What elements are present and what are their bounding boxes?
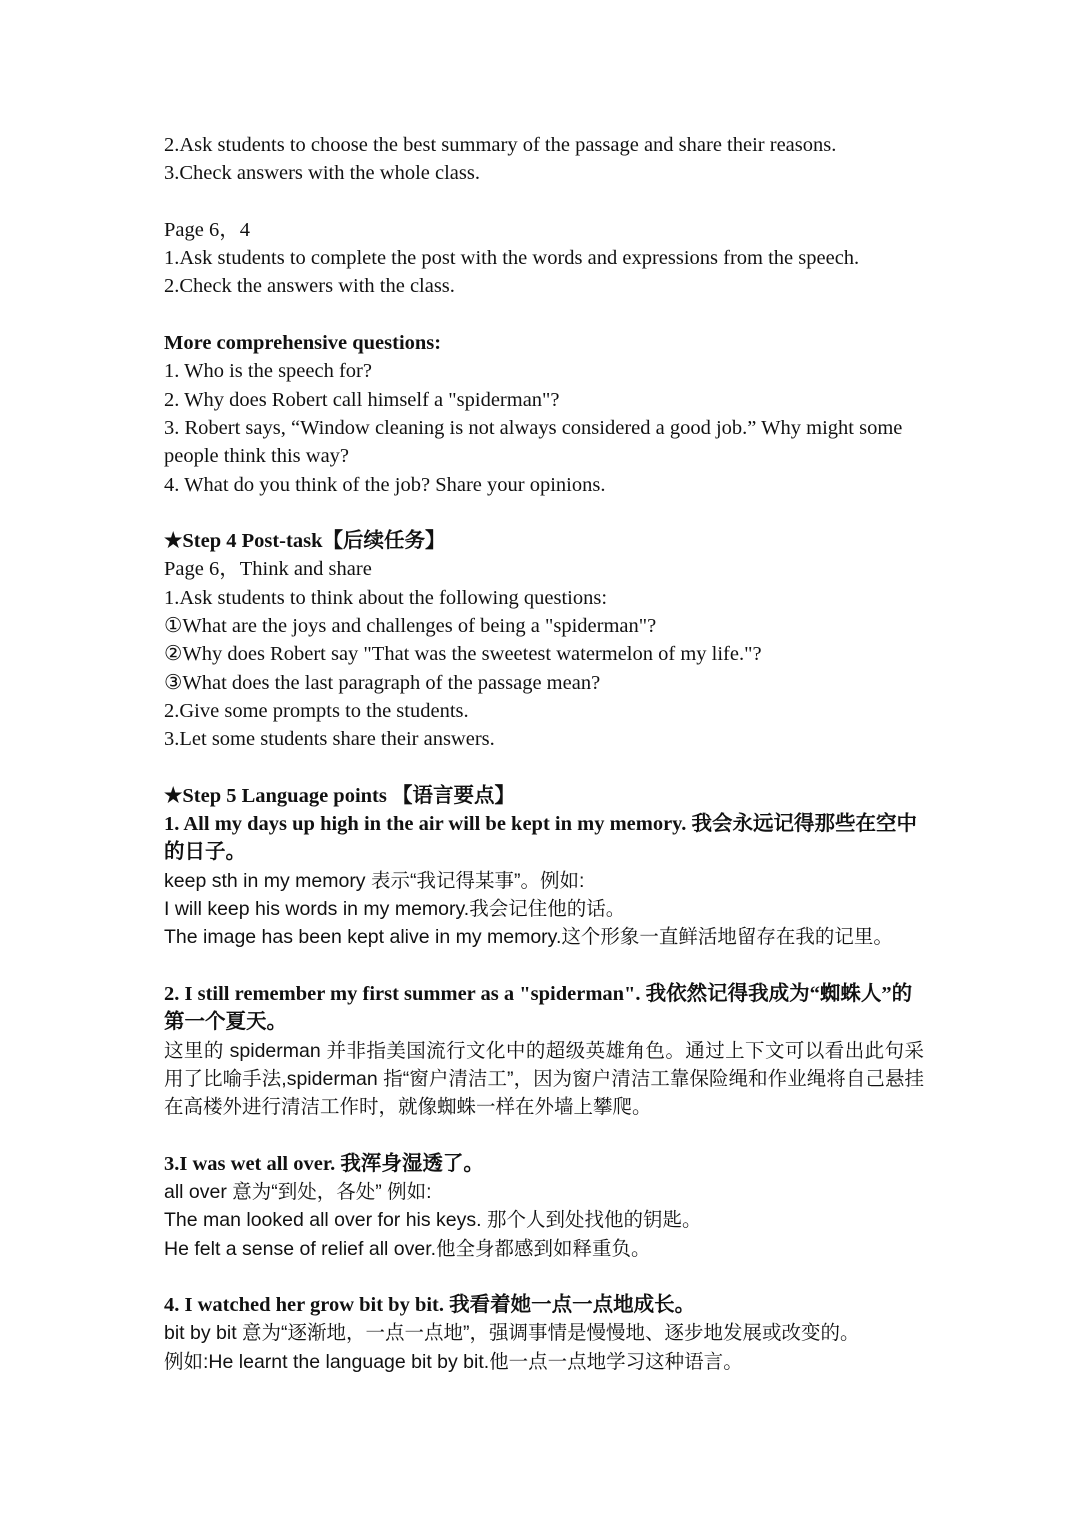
step-heading: ★Step 4 Post-task【后续任务】 [164, 530, 446, 553]
explanation-line: bit by bit 意为“逐渐地，一点一点地”，强调事情是慢慢地、逐步地发展或改变的。 [164, 1322, 860, 1345]
paragraph-gap [164, 1263, 924, 1291]
question-item: 2. Why does Robert call himself a "spiderman"? [164, 388, 560, 411]
paragraph-gap [164, 188, 924, 216]
text-line: 3.Check answers with the whole class. [164, 162, 480, 185]
example-line: The man looked all over for his keys. 那个人到处找他的钥匙。 [164, 1209, 702, 1232]
text-line: 2.Ask students to choose the best summary of the passage and share their reasons. [164, 134, 837, 156]
language-point-heading: 1. All my days up high in the air will be kept in my memory. 我会永远记得那些在空中的日子。 [164, 813, 918, 864]
text-line: 1.Ask students to complete the post with the words and expressions from the speech. [164, 247, 860, 270]
question-item: 4. What do you think of the job? Share your opinions. [164, 473, 606, 496]
text-line: 1.Ask students to think about the following questions: [164, 586, 608, 609]
explanation-paragraph: 这里的 spiderman 并非指美国流行文化中的超级英雄角色。通过上下文可以看出此句采用了比喻手法,spiderman 指“窗户清洁工”，因为窗户清洁工靠保险绳和作业绳将自己悬挂在高楼外进行清洁工作时，就像蜘蛛一样在外墙上攀爬。 [164, 1039, 924, 1119]
section-heading: More comprehensive questions: [164, 332, 442, 355]
example-line: 例如:He learnt the language bit by bit.他一点一点地学习这种语言。 [164, 1350, 743, 1373]
text-line: 2.Give some prompts to the students. [164, 699, 469, 722]
paragraph-gap [164, 754, 924, 782]
page-reference: Page 6，Think and share [164, 558, 372, 581]
question-item: 3. Robert says, “Window cleaning is not always considered a good job.” Why might some people think this way? [164, 416, 903, 468]
language-point-heading: 3.I was wet all over. 我浑身湿透了。 [164, 1152, 484, 1175]
paragraph-gap [164, 952, 924, 980]
example-line: The image has been kept alive in my memory.这个形象一直鲜活地留存在我的记里。 [164, 926, 893, 949]
paragraph-gap [164, 1121, 924, 1149]
text-line: 2.Check the answers with the class. [164, 275, 455, 298]
explanation-line: keep sth in my memory 表示“我记得某事”。例如: [164, 869, 585, 892]
paragraph-gap [164, 499, 924, 527]
question-item: ①What are the joys and challenges of being a "spiderman"? [164, 615, 657, 638]
page-reference: Page 6，4 [164, 218, 250, 241]
explanation-line: all over 意为“到处，各处” 例如: [164, 1180, 432, 1203]
paragraph-gap [164, 301, 924, 329]
language-point-heading: 2. I still remember my first summer as a "spiderman". 我依然记得我成为“蜘蛛人”的第一个夏天。 [164, 982, 913, 1034]
text-line: 3.Let some students share their answers. [164, 728, 495, 751]
document-page [164, 131, 924, 1376]
language-point-heading: 4. I watched her grow bit by bit. 我看着她一点一点地成长。 [164, 1294, 696, 1317]
question-item: ③What does the last paragraph of the passage mean? [164, 671, 601, 694]
example-line: He felt a sense of relief all over.他全身都感到如释重负。 [164, 1237, 651, 1260]
step-heading: ★Step 5 Language points 【语言要点】 [164, 784, 515, 807]
question-item: 1. Who is the speech for? [164, 360, 372, 383]
example-line: I will keep his words in my memory.我会记住他的话。 [164, 898, 626, 921]
question-item: ②Why does Robert say "That was the sweetest watermelon of my life."? [164, 643, 762, 666]
